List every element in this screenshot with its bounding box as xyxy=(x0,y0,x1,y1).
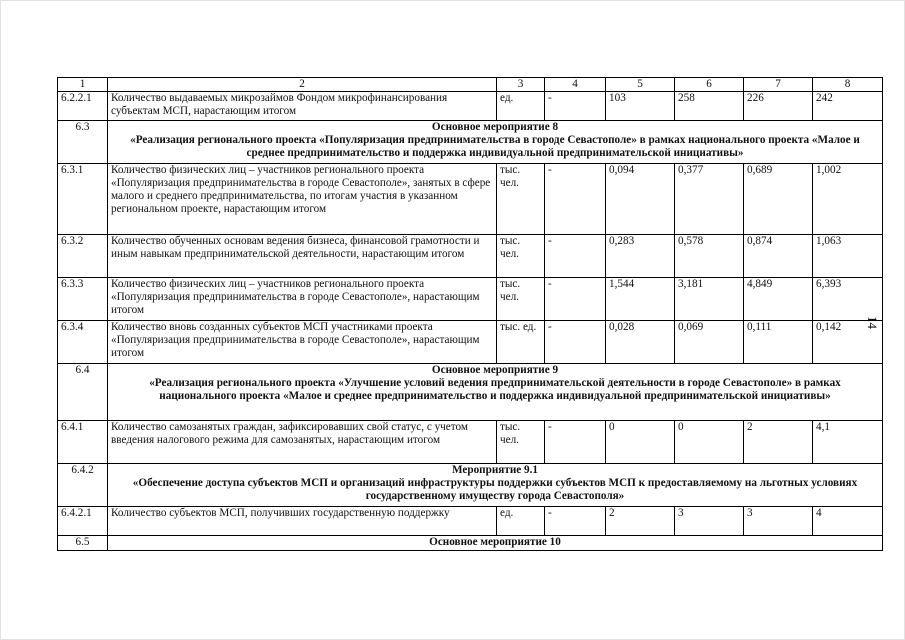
section-title xyxy=(108,121,883,164)
indicator-value-col8: 1,002 xyxy=(813,164,883,235)
indicator-row xyxy=(58,235,883,278)
indicator-value-col5: 0,283 xyxy=(606,235,675,278)
indicator-row xyxy=(58,507,883,536)
header-cell-5: 5 xyxy=(606,78,675,92)
indicator-value-col6: 0 xyxy=(675,421,744,464)
indicator-unit: ед. xyxy=(497,507,545,536)
indicator-description: Количество вновь созданных субъектов МСП участниками проекта «Популяризация предпринимательства в городе Севастополе», нарастающим итогом xyxy=(108,321,497,364)
indicator-number: 6.4.2.1 xyxy=(58,507,108,536)
section-row xyxy=(58,364,883,421)
indicator-value-col6: 3,181 xyxy=(675,278,744,321)
indicator-value-col4: - xyxy=(545,92,606,121)
indicator-description: Количество субъектов МСП, получивших государственную поддержку xyxy=(108,507,497,536)
indicator-value-col7: 2 xyxy=(744,421,813,464)
column-number-header-row xyxy=(58,78,883,92)
indicator-number: 6.3.4 xyxy=(58,321,108,364)
indicator-value-col4: - xyxy=(545,421,606,464)
indicator-number: 6.2.2.1 xyxy=(58,92,108,121)
page-number: 14 xyxy=(865,316,880,329)
indicator-value-col4: - xyxy=(545,321,606,364)
indicator-value-col6: 0,578 xyxy=(675,235,744,278)
indicator-value-col8: 4,1 xyxy=(813,421,883,464)
indicator-value-col5: 0,028 xyxy=(606,321,675,364)
section-heading: Основное мероприятие 8 xyxy=(431,121,559,133)
indicator-unit: тыс. ед. xyxy=(497,321,545,364)
indicator-row xyxy=(58,92,883,121)
indicator-description: Количество самозанятых граждан, зафиксировавших свой статус, с учетом введения налогового режима для самозанятых, нарастающим итогом xyxy=(108,421,497,464)
header-cell-3: 3 xyxy=(497,78,545,92)
indicator-row xyxy=(58,421,883,464)
section-description: «Реализация регионального проекта «Популяризация предпринимательства в городе Севастополе» в рамках национального проекта «Малое и среднее предпринимательство и поддержка индивидуальной предпринимательской инициативы» xyxy=(130,134,860,159)
indicator-number: 6.3.1 xyxy=(58,164,108,235)
indicator-value-col7: 3 xyxy=(744,507,813,536)
indicator-description: Количество обученных основам ведения бизнеса, финансовой грамотности и иным навыкам предпринимательской деятельности, нарастающим итогом xyxy=(108,235,497,278)
indicator-value-col8: 242 xyxy=(813,92,883,121)
indicator-value-col4: - xyxy=(545,507,606,536)
indicator-value-col6: 0,377 xyxy=(675,164,744,235)
indicator-value-col7: 226 xyxy=(744,92,813,121)
section-heading: Мероприятие 9.1 xyxy=(451,464,539,476)
indicators-table xyxy=(57,77,883,551)
indicator-value-col5: 2 xyxy=(606,507,675,536)
indicator-number: 6.3.2 xyxy=(58,235,108,278)
section-number: 6.3 xyxy=(58,121,108,164)
indicator-unit: ед. xyxy=(497,92,545,121)
indicator-row xyxy=(58,321,883,364)
section-number: 6.4.2 xyxy=(58,464,108,507)
indicator-value-col8: 6,393 xyxy=(813,278,883,321)
indicator-value-col6: 3 xyxy=(675,507,744,536)
indicator-unit: тыс. чел. xyxy=(497,421,545,464)
header-cell-2: 2 xyxy=(108,78,497,92)
section-row xyxy=(58,536,883,551)
header-cell-1: 1 xyxy=(58,78,108,92)
indicator-value-col6: 258 xyxy=(675,92,744,121)
section-number: 6.5 xyxy=(58,536,108,551)
table-body xyxy=(58,78,883,551)
indicator-description: Количество выдаваемых микрозаймов Фондом микрофинансирования субъектам МСП, нарастающим итогом xyxy=(108,92,497,121)
header-cell-7: 7 xyxy=(744,78,813,92)
section-title xyxy=(108,464,883,507)
section-number: 6.4 xyxy=(58,364,108,421)
indicator-number: 6.4.1 xyxy=(58,421,108,464)
indicator-row xyxy=(58,164,883,235)
header-cell-4: 4 xyxy=(545,78,606,92)
indicator-value-col5: 0,094 xyxy=(606,164,675,235)
indicator-value-col5: 0 xyxy=(606,421,675,464)
section-row xyxy=(58,464,883,507)
indicator-value-col7: 0,689 xyxy=(744,164,813,235)
indicator-value-col4: - xyxy=(545,164,606,235)
indicator-value-col8: 0,142 xyxy=(813,321,883,364)
indicator-description: Количество физических лиц – участников регионального проекта «Популяризация предпринимательства в городе Севастополе», занятых в сфере малого и среднего предпринимательства, по итогам участия в указанном региональном проекте, нарастающим итогом xyxy=(108,164,497,235)
section-heading: Основное мероприятие 10 xyxy=(429,536,561,548)
section-heading: Основное мероприятие 9 xyxy=(431,364,559,376)
indicator-value-col6: 0,069 xyxy=(675,321,744,364)
indicator-value-col4: - xyxy=(545,235,606,278)
indicator-value-col5: 1,544 xyxy=(606,278,675,321)
indicator-value-col4: - xyxy=(545,278,606,321)
indicator-value-col7: 4,849 xyxy=(744,278,813,321)
section-title xyxy=(108,364,883,421)
section-row xyxy=(58,121,883,164)
indicator-unit: тыс. чел. xyxy=(497,235,545,278)
section-description: «Реализация регионального проекта «Улучшение условий ведения предпринимательской деятельности в городе Севастополе» в рамках национального проекта «Малое и среднее предпринимательство и поддержка индивидуальной предпринимательской инициативы» xyxy=(149,377,841,402)
header-cell-6: 6 xyxy=(675,78,744,92)
indicator-unit: тыс. чел. xyxy=(497,278,545,321)
indicator-value-col8: 1,063 xyxy=(813,235,883,278)
indicator-value-col7: 0,111 xyxy=(744,321,813,364)
indicator-row xyxy=(58,278,883,321)
indicator-value-col5: 103 xyxy=(606,92,675,121)
indicator-number: 6.3.3 xyxy=(58,278,108,321)
section-description: «Обеспечение доступа субъектов МСП и организаций инфраструктуры поддержки субъектов МСП к предоставляемому на льготных условиях государственному имуществу города Севастополя» xyxy=(132,477,858,502)
indicator-value-col7: 0,874 xyxy=(744,235,813,278)
section-title xyxy=(108,536,883,551)
indicator-description: Количество физических лиц – участников регионального проекта «Популяризация предпринимательства в городе Севастополе», нарастающим итогом xyxy=(108,278,497,321)
header-cell-8: 8 xyxy=(813,78,883,92)
indicator-value-col8: 4 xyxy=(813,507,883,536)
indicator-unit: тыс. чел. xyxy=(497,164,545,235)
